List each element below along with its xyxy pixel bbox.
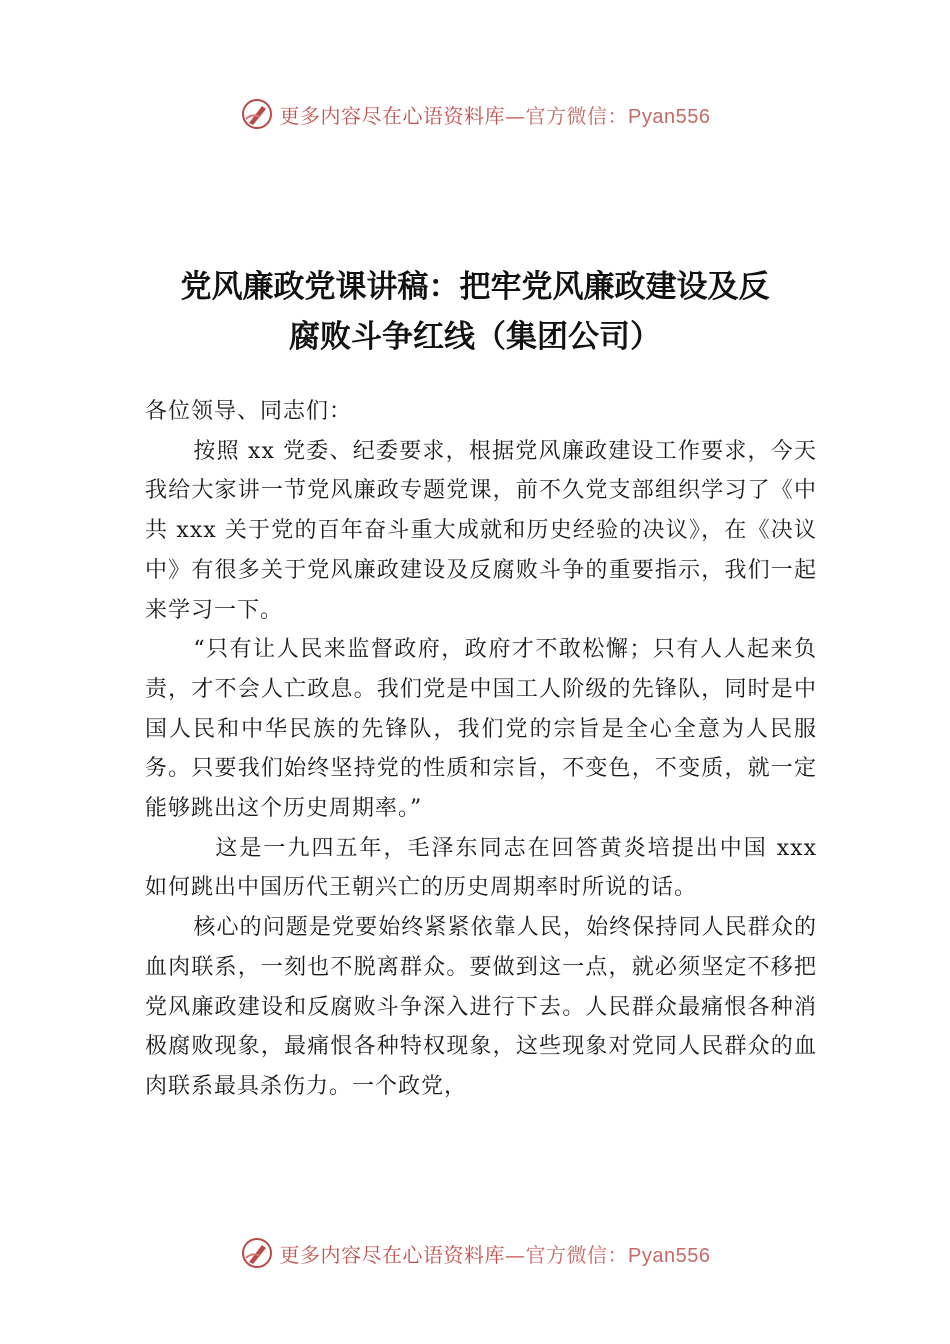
paragraph-1: 按照 xx 党委、纪委要求，根据党风廉政建设工作要求，今天我给大家讲一节党风廉政专题党课，前不久党支部组织学习了《中共 xxx 关于党的百年奋斗重大成就和历史经验的决议》，在《决议中》有很多关于党风廉政建设及反腐败斗争的重要指示，我们一起来学习一下。	[145, 438, 817, 623]
title-line-2: 腐败斗争红线（集团公司）	[289, 319, 661, 355]
paragraph-4: 核心的问题是党要始终紧紧依靠人民，始终保持同人民群众的血肉联系，一刻也不脱离群众。要做到这一点，就必须坚定不移把党风廉政建设和反腐败斗争深入进行下去。人民群众最痛恨各种消极腐败现象，最痛恨各种特权现象，这些现象对党同人民群众的血肉联系最具杀伤力。一个政党，	[145, 915, 817, 1099]
pen-logo-icon	[240, 97, 274, 131]
banner-wechat-label: 官方微信：	[525, 1242, 629, 1267]
banner-wechat-id: Pyan556	[628, 1244, 711, 1267]
banner-library-text: 更多内容尽在心语资料库—	[279, 1242, 526, 1267]
pen-logo-icon	[240, 1236, 274, 1270]
header-banner	[0, 94, 950, 134]
banner-wechat-label: 官方微信：	[525, 103, 629, 128]
paragraph-3: 这是一九四五年，毛泽东同志在回答黄炎培提出中国 xxx 如何跳出中国历代王朝兴亡的历史周期率时所说的话。	[145, 835, 817, 901]
banner-wechat-id: Pyan556	[628, 105, 711, 128]
salutation: 各位领导、同志们：	[145, 399, 353, 424]
banner-text	[280, 100, 711, 129]
banner-library-text: 更多内容尽在心语资料库—	[279, 103, 526, 128]
title-line-1: 党风廉政党课讲稿：把牢党风廉政建设及反	[180, 269, 770, 305]
document-body	[145, 392, 817, 1107]
banner-text	[280, 1239, 711, 1268]
paragraph-2-quote: “只有让人民来监督政府，政府才不敢松懈；只有人人起来负责，才不会人亡政息。我们党是中国工人阶级的先锋队，同时是中国人民和中华民族的先锋队，我们党的宗旨是全心全意为人民服务。只要我们始终坚持党的性质和宗旨，不变色，不变质，就一定能够跳出这个历史周期率。”	[145, 637, 817, 822]
document-title	[100, 262, 850, 362]
footer-banner	[0, 1233, 950, 1273]
